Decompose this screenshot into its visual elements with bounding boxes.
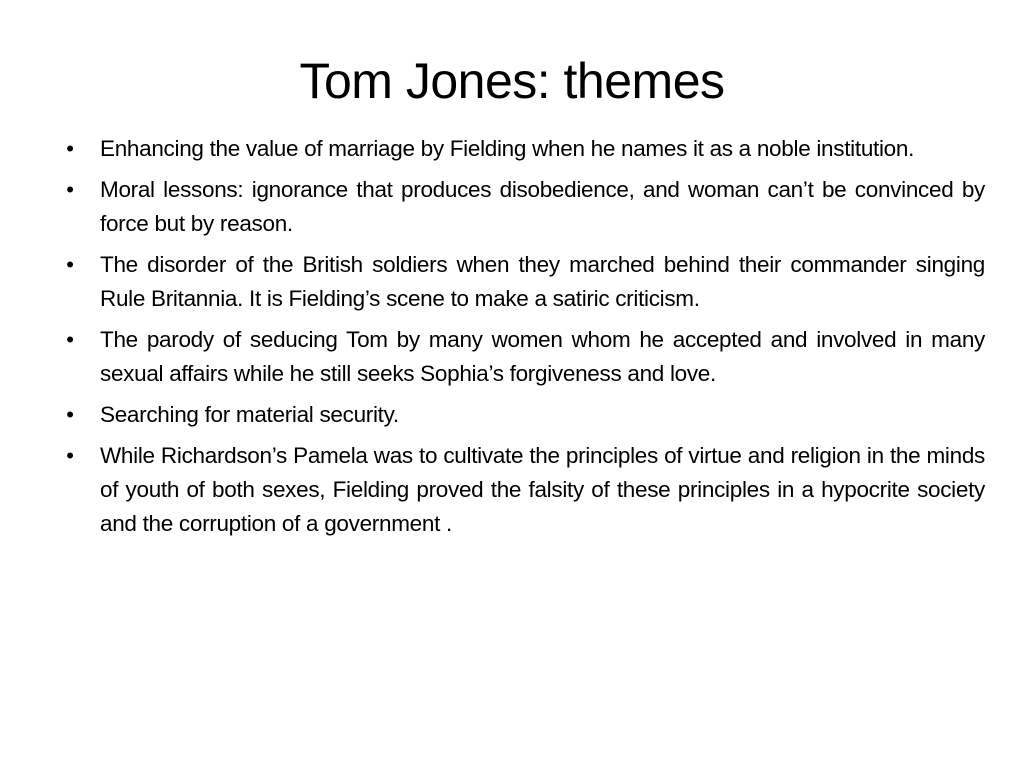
bullet-item bbox=[66, 248, 985, 316]
bullet-item bbox=[66, 398, 985, 432]
bullet-icon: • bbox=[66, 252, 74, 277]
bullet-icon: • bbox=[66, 327, 74, 352]
bullet-item bbox=[66, 323, 985, 391]
bullet-item bbox=[66, 439, 985, 541]
bullet-text: Searching for material security. bbox=[100, 402, 399, 427]
bullet-list bbox=[66, 132, 985, 548]
bullet-text: The disorder of the British soldiers when they marched behind their commander singing Rule Britannia. It is Fielding’s scene to make a satiric criticism. bbox=[100, 252, 985, 311]
bullet-text: Moral lessons: ignorance that produces disobedience, and woman can’t be convinced by force but by reason. bbox=[100, 177, 985, 236]
bullet-icon: • bbox=[66, 402, 74, 427]
bullet-text: Enhancing the value of marriage by Fielding when he names it as a noble institution. bbox=[100, 136, 915, 161]
bullet-icon: • bbox=[66, 177, 74, 202]
bullet-text: While Richardson’s Pamela was to cultivate the principles of virtue and religion in the minds of youth of both sexes, Fielding proved the falsity of these principles in a hypocrite society and the corruption of a government . bbox=[100, 443, 985, 536]
bullet-text: The parody of seducing Tom by many women whom he accepted and involved in many sexual affairs while he still seeks Sophia’s forgiveness and love. bbox=[100, 327, 985, 386]
slide-title: Tom Jones: themes bbox=[299, 53, 725, 109]
bullet-item bbox=[66, 132, 985, 166]
bullet-icon: • bbox=[66, 136, 74, 161]
bullet-item bbox=[66, 173, 985, 241]
bullet-icon: • bbox=[66, 443, 74, 468]
